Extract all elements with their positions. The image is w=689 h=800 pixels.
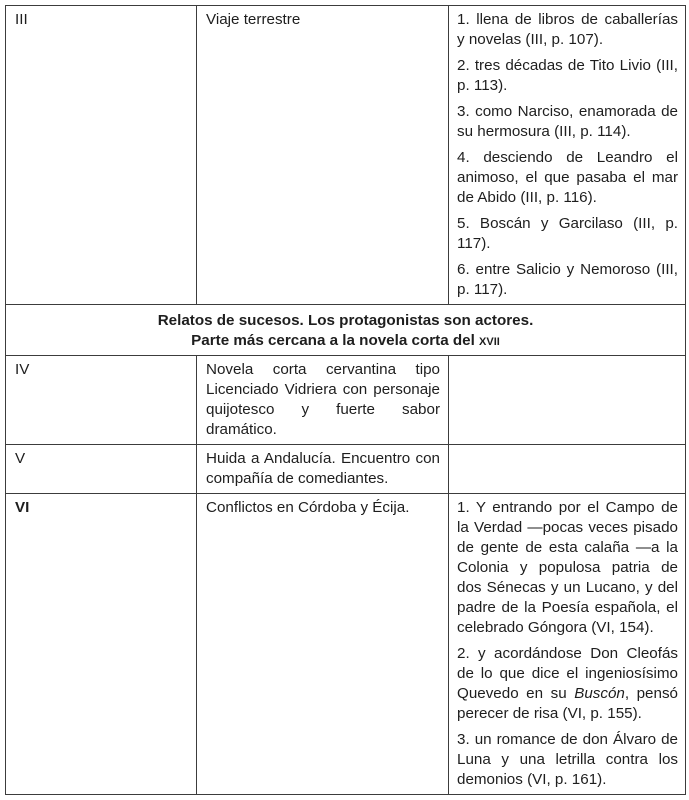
section-header-line-2 bbox=[14, 331, 677, 351]
quote-item: 4. desciendo de Leandro el animoso, el que pasaba el mar de Abido (III, p. 116). bbox=[457, 149, 678, 206]
quotes-cell bbox=[449, 356, 686, 445]
chapter-cell: VI bbox=[6, 494, 197, 795]
quote-item: 3. un romance de don Álvaro de Luna y una letrilla contra los demonios (VI, p. 161). bbox=[457, 731, 678, 788]
chapter-cell: IV bbox=[6, 356, 197, 445]
quote-item: 6. entre Salicio y Nemoroso (III, p. 117). bbox=[457, 261, 678, 298]
quote-item: 2. tres décadas de Tito Livio (III, p. 113). bbox=[457, 57, 678, 94]
quote-text-tail: , pensó perecer de risa (VI, p. 155). bbox=[457, 685, 678, 722]
quotes-cell bbox=[449, 445, 686, 494]
description-cell bbox=[197, 356, 449, 445]
section-header bbox=[6, 305, 686, 356]
description-text: Novela corta cervantina tipo Licenciado Vidriera con personaje quijotesco y fuerte sabor dramático. bbox=[206, 361, 440, 438]
quotes-cell bbox=[449, 494, 686, 795]
description-cell bbox=[197, 494, 449, 795]
table-row bbox=[6, 356, 686, 445]
description-text: Conflictos en Córdoba y Écija. bbox=[206, 499, 410, 516]
description-text: Huida a Andalucía. Encuentro con compañía de comediantes. bbox=[206, 450, 440, 487]
section-header-line-2-text: Parte más cercana a la novela corta del bbox=[191, 332, 475, 349]
section-header-row bbox=[6, 305, 686, 356]
quote-item: 3. como Narciso, enamorada de su hermosura (III, p. 114). bbox=[457, 103, 678, 140]
quotes-cell bbox=[449, 6, 686, 305]
section-header-line-1: Relatos de sucesos. Los protagonistas son actores. bbox=[157, 312, 534, 329]
chapter-table bbox=[5, 5, 686, 795]
book-title: Buscón bbox=[574, 685, 625, 702]
quote-item: 1. Y entrando por el Campo de la Verdad —pocas veces pisado de gente de esta calaña —a la Colonia y populosa patria de dos Sénecas y un Lucano, y del padre de la Poesía española, el celebrado Góngora (VI, 154). bbox=[457, 499, 678, 636]
quote-item bbox=[457, 644, 678, 724]
quote-item: 1. llena de libros de caballerías y novelas (III, p. 107). bbox=[457, 11, 678, 48]
chapter-cell: III bbox=[6, 6, 197, 305]
quote-text: 2. y acordándose Don Cleofás de lo que dice el ingeniosísimo Quevedo en su bbox=[457, 645, 678, 702]
table-row bbox=[6, 494, 686, 795]
chapter-cell: V bbox=[6, 445, 197, 494]
description-cell bbox=[197, 445, 449, 494]
description-cell bbox=[197, 6, 449, 305]
century-label: xvii bbox=[479, 332, 500, 349]
table-row bbox=[6, 6, 686, 305]
quote-item: 5. Boscán y Garcilaso (III, p. 117). bbox=[457, 215, 678, 252]
description-text: Viaje terrestre bbox=[206, 11, 301, 28]
table-row bbox=[6, 445, 686, 494]
